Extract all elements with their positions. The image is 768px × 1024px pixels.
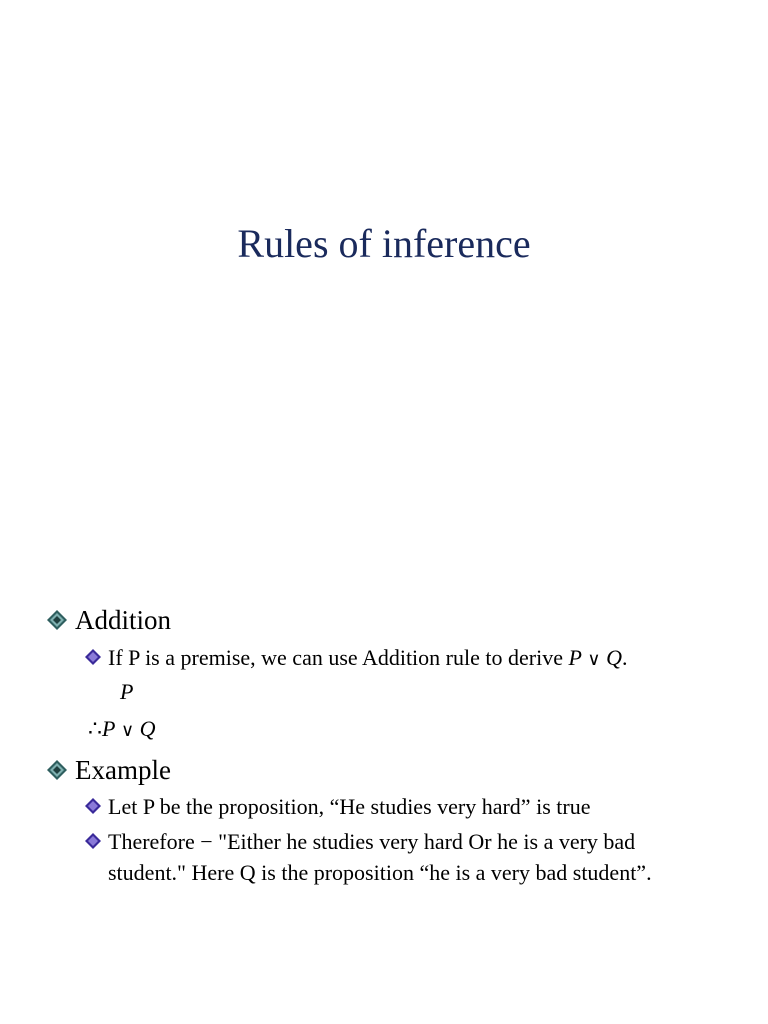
bullet-example bbox=[46, 754, 171, 786]
example-item-2 bbox=[84, 826, 684, 888]
slide-content bbox=[0, 512, 768, 1024]
diamond-bullet-icon bbox=[46, 759, 68, 781]
small-diamond-bullet-icon bbox=[84, 797, 102, 815]
small-diamond-bullet-icon bbox=[84, 648, 102, 666]
page-title: Rules of inference bbox=[237, 221, 531, 266]
addition-rule-item bbox=[84, 642, 724, 675]
bullet-addition bbox=[46, 604, 171, 636]
example-heading: Example bbox=[75, 755, 171, 785]
example-item-text: Therefore − "Either he studies very hard Or he is a very bad student." Here Q is the proposition “he is a very bad student”. bbox=[108, 829, 652, 885]
premise-formula: P bbox=[120, 679, 134, 704]
conclusion-formula: ∴P ∨ Q bbox=[88, 716, 156, 741]
example-item-text: Let P be the proposition, “He studies very hard” is true bbox=[108, 794, 591, 819]
diamond-bullet-icon bbox=[46, 609, 68, 631]
small-diamond-bullet-icon bbox=[84, 832, 102, 850]
example-item-1 bbox=[84, 791, 724, 822]
addition-rule-text: If P is a premise, we can use Addition rule to derive P ∨ Q. bbox=[108, 645, 628, 670]
addition-heading: Addition bbox=[75, 605, 172, 635]
